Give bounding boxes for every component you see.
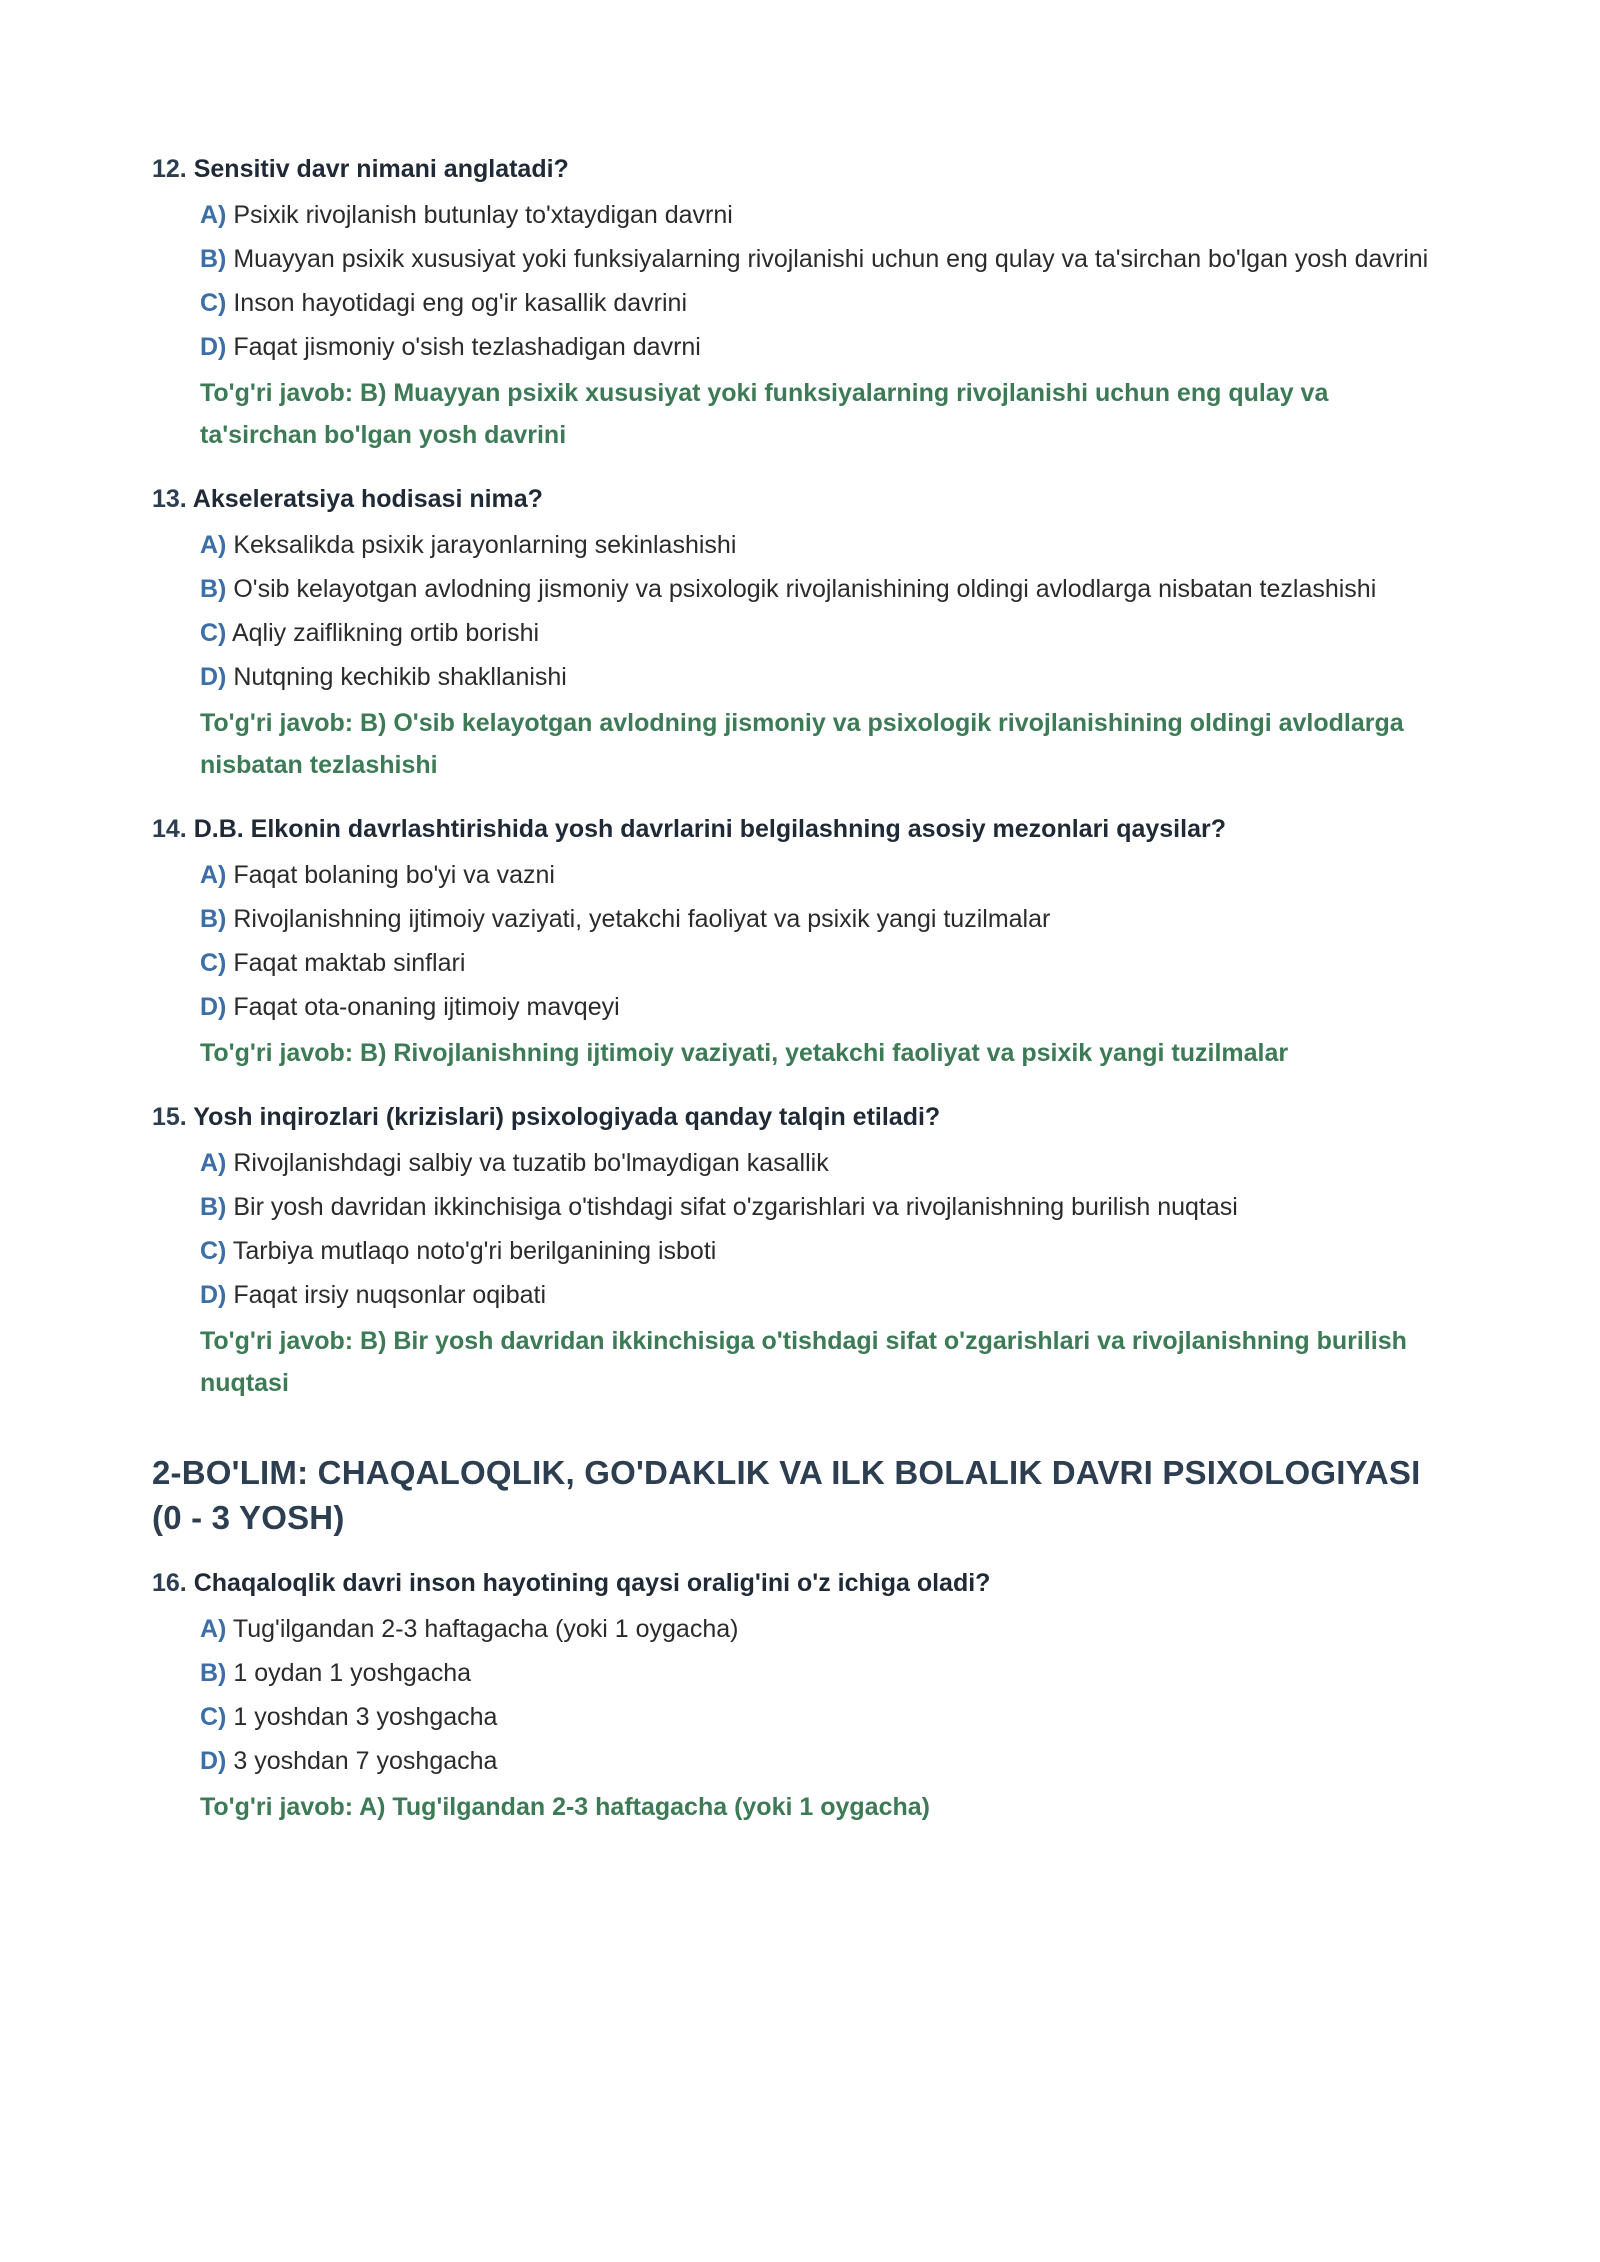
option-letter: A) <box>200 1149 227 1177</box>
question-text: D.B. Elkonin davrlashtirishida yosh davrlarini belgilashning asosiy mezonlari qaysilar? <box>193 815 1226 843</box>
question-block <box>152 478 1452 786</box>
option-text: Keksalikda psixik jarayonlarning sekinlashishi <box>233 531 737 559</box>
option-text: Nutqning kechikib shakllanishi <box>233 663 567 691</box>
option-b <box>200 1186 1452 1228</box>
question-title <box>152 478 1452 520</box>
option-letter: D) <box>200 663 227 691</box>
option-d <box>200 1740 1452 1782</box>
question-number: 14. <box>152 815 187 843</box>
question-number: 16. <box>152 1569 187 1597</box>
section-heading: 2-BO'LIM: CHAQALOQLIK, GO'DAKLIK VA ILK BOLALIK DAVRI PSIXOLOGIYASI (0 - 3 YOSH) <box>152 1454 1421 1536</box>
option-d <box>200 326 1452 368</box>
option-letter: B) <box>200 575 227 603</box>
option-b <box>200 898 1452 940</box>
options-list <box>200 524 1452 698</box>
option-letter: D) <box>200 1281 227 1309</box>
options-list <box>200 1142 1452 1316</box>
option-a <box>200 1142 1452 1184</box>
question-block <box>152 1096 1452 1404</box>
option-a <box>200 1608 1452 1650</box>
option-text: Aqliy zaiflikning ortib borishi <box>231 619 540 647</box>
question-number: 13. <box>152 485 187 513</box>
option-text: Rivojlanishning ijtimoiy vaziyati, yetakchi faoliyat va psixik yangi tuzilmalar <box>233 905 1051 933</box>
option-letter: D) <box>200 993 227 1021</box>
options-list <box>200 194 1452 368</box>
question-text: Chaqaloqlik davri inson hayotining qaysi oralig'ini o'z ichiga oladi? <box>193 1569 991 1597</box>
option-text: Tarbiya mutlaqo noto'g'ri berilganining isboti <box>232 1237 717 1265</box>
correct-answer: To'g'ri javob: B) Muayyan psixik xususiyat yoki funksiyalarning rivojlanishi uchun eng qulay va ta'sirchan bo'lgan yosh davrini <box>200 379 1329 449</box>
option-d <box>200 656 1452 698</box>
correct-answer: To'g'ri javob: A) Tug'ilgandan 2-3 haftagacha (yoki 1 oygacha) <box>200 1793 930 1821</box>
option-letter: A) <box>200 531 227 559</box>
option-b <box>200 1652 1452 1694</box>
question-text: Akseleratsiya hodisasi nima? <box>192 485 543 513</box>
option-text: Faqat maktab sinflari <box>233 949 466 977</box>
option-text: Faqat jismoniy o'sish tezlashadigan davrni <box>233 333 701 361</box>
option-text: Rivojlanishdagi salbiy va tuzatib bo'lmaydigan kasallik <box>233 1149 829 1177</box>
question-title <box>152 148 1452 190</box>
option-letter: A) <box>200 201 227 229</box>
options-list <box>200 1608 1452 1782</box>
option-b <box>200 568 1452 610</box>
option-c <box>200 1230 1452 1272</box>
question-block <box>152 148 1452 456</box>
option-letter: C) <box>200 619 227 647</box>
option-text: 1 oydan 1 yoshgacha <box>233 1659 472 1687</box>
correct-answer: To'g'ri javob: B) Rivojlanishning ijtimoiy vaziyati, yetakchi faoliyat va psixik yangi tuzilmalar <box>200 1039 1289 1067</box>
option-d <box>200 1274 1452 1316</box>
option-text: 1 yoshdan 3 yoshgacha <box>233 1703 498 1731</box>
option-letter: C) <box>200 1237 227 1265</box>
option-c <box>200 942 1452 984</box>
correct-answer: To'g'ri javob: B) Bir yosh davridan ikkinchisiga o'tishdagi sifat o'zgarishlari va rivojlanishning burilish nuqtasi <box>200 1327 1407 1397</box>
option-a <box>200 854 1452 896</box>
option-letter: C) <box>200 949 227 977</box>
option-letter: D) <box>200 333 227 361</box>
question-title <box>152 1096 1452 1138</box>
document-page <box>152 148 1452 1850</box>
question-title <box>152 1562 1452 1604</box>
option-text: Muayyan psixik xususiyat yoki funksiyalarning rivojlanishi uchun eng qulay va ta'sirchan bo'lgan yosh davrini <box>233 245 1429 273</box>
question-number: 15. <box>152 1103 187 1131</box>
option-letter: D) <box>200 1747 227 1775</box>
option-c <box>200 282 1452 324</box>
option-c <box>200 1696 1452 1738</box>
option-letter: C) <box>200 1703 227 1731</box>
option-text: Faqat bolaning bo'yi va vazni <box>233 861 555 889</box>
option-text: Psixik rivojlanish butunlay to'xtaydigan davrni <box>233 201 733 229</box>
question-title <box>152 808 1452 850</box>
option-letter: A) <box>200 861 227 889</box>
option-text: Inson hayotidagi eng og'ir kasallik davrini <box>233 289 687 317</box>
option-a <box>200 524 1452 566</box>
options-list <box>200 854 1452 1028</box>
option-text: Bir yosh davridan ikkinchisiga o'tishdagi sifat o'zgarishlari va rivojlanishning burilish nuqtasi <box>233 1193 1238 1221</box>
option-letter: B) <box>200 1659 227 1687</box>
option-a <box>200 194 1452 236</box>
option-text: Faqat irsiy nuqsonlar oqibati <box>233 1281 547 1309</box>
question-block <box>152 808 1452 1074</box>
option-letter: B) <box>200 905 227 933</box>
correct-answer: To'g'ri javob: B) O'sib kelayotgan avlodning jismoniy va psixologik rivojlanishining oldingi avlodlarga nisbatan tezlashishi <box>200 709 1404 779</box>
question-number: 12. <box>152 155 187 183</box>
option-letter: B) <box>200 1193 227 1221</box>
option-text: O'sib kelayotgan avlodning jismoniy va psixologik rivojlanishining oldingi avlodlarga nisbatan tezlashishi <box>233 575 1377 603</box>
option-text: Faqat ota-onaning ijtimoiy mavqeyi <box>233 993 620 1021</box>
question-block <box>152 1562 1452 1828</box>
option-b <box>200 238 1452 280</box>
question-text: Yosh inqirozlari (krizislari) psixologiyada qanday talqin etiladi? <box>193 1103 941 1131</box>
option-text: 3 yoshdan 7 yoshgacha <box>233 1747 498 1775</box>
option-text: Tug'ilgandan 2-3 haftagacha (yoki 1 oygacha) <box>232 1615 739 1643</box>
option-letter: C) <box>200 289 227 317</box>
option-c <box>200 612 1452 654</box>
question-text: Sensitiv davr nimani anglatadi? <box>193 155 569 183</box>
option-letter: A) <box>200 1615 227 1643</box>
option-d <box>200 986 1452 1028</box>
option-letter: B) <box>200 245 227 273</box>
